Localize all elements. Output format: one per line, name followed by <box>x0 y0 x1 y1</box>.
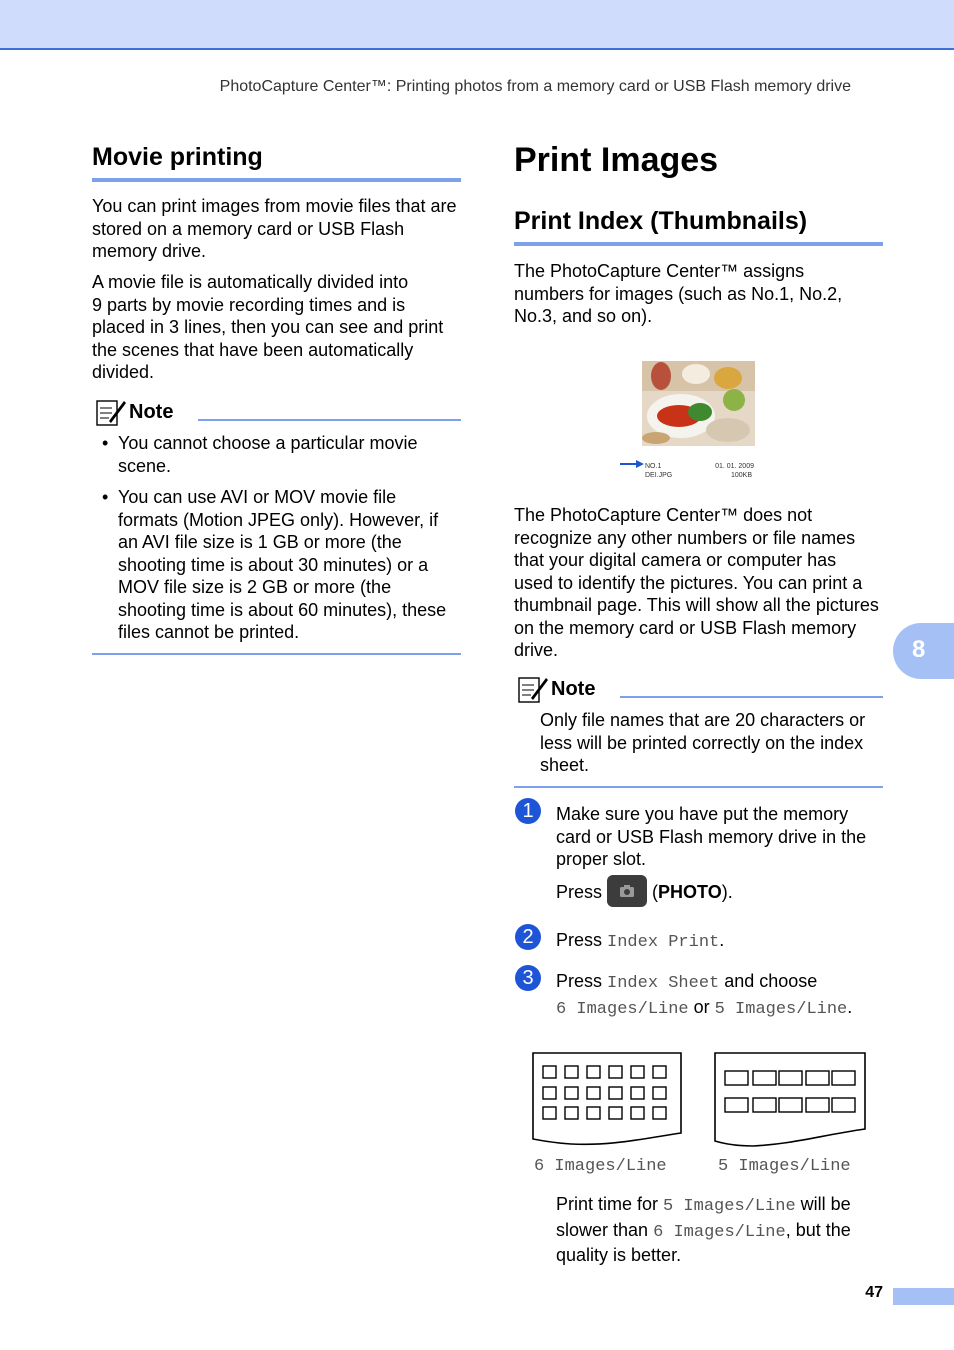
sheet-6-label: 6 Images/Line <box>534 1157 667 1176</box>
section-title-movie-printing: Movie printing <box>92 143 263 171</box>
step-1-text: Make sure you have put the memory card or USB Flash memory drive in the proper slot. <box>556 804 867 869</box>
note-bullet-1: • You cannot choose a particular movie scene. <box>102 433 418 476</box>
note-rule-2 <box>620 696 883 698</box>
note-label: Note <box>551 677 596 700</box>
note-bullet-2: • You can use AVI or MOV movie file formats (Motion JPEG only). However, if an AVI file size is 1 GB or more (the shooting time is about 30 minutes) or a MOV file size is 2 GB or more (the shooting time is about 60 minutes), these files cannot be printed. <box>102 487 447 642</box>
step-2-number: 2 <box>515 924 541 950</box>
thumb-no: NO.1 <box>645 463 662 470</box>
note-label: Note <box>129 400 174 423</box>
page-number-bar <box>893 1288 954 1305</box>
note-rule <box>198 419 461 421</box>
movie-para-1: You can print images from movie files that are stored on a memory card or USB Flash memory drive. <box>92 196 457 261</box>
step-3-number: 3 <box>515 965 541 991</box>
index-para-1: The PhotoCapture Center™ assigns numbers for images (such as No.1, No.2, No.3, and so on). <box>514 261 843 326</box>
photo-button-icon <box>607 875 647 907</box>
top-band <box>0 0 954 50</box>
sheet-5-label: 5 Images/Line <box>718 1157 851 1176</box>
index-para-2: The PhotoCapture Center™ does not recognize any other numbers or file names that your digital camera or computer has used to identify the pictures. You can print a thumbnail page. This will show all the pictures on the memory card or USB Flash memory drive. <box>514 505 879 660</box>
chapter-tab <box>893 623 954 679</box>
page-title: Print Images <box>514 141 719 179</box>
note-header <box>95 397 173 427</box>
page-number: 47 <box>865 1284 883 1301</box>
subtitle-rule <box>514 242 883 246</box>
step-2-text: Press Index Print. <box>556 930 725 952</box>
print-time-note: Print time for 5 Images/Line will be slower than 6 Images/Line, but the quality is better. <box>556 1194 851 1265</box>
thumb-file: DEI.JPG <box>645 472 673 479</box>
running-header: PhotoCapture Center™: Printing photos from a memory card or USB Flash memory drive <box>219 78 851 95</box>
step-3-text: Press Index Sheet and choose 6 Images/Line or 5 Images/Line. <box>556 971 853 1019</box>
step-1-number: 1 <box>515 798 541 824</box>
thumbnail-illustration <box>616 358 761 484</box>
step-1-press: Press (PHOTO). <box>556 876 896 909</box>
thumb-size: 100KB <box>730 472 752 479</box>
note-end-rule-2 <box>514 786 883 788</box>
note-text-2: Only file names that are 20 characters or less will be printed correctly on the index sheet. <box>540 710 866 775</box>
note-end-rule <box>92 653 461 655</box>
section-title-print-index: Print Index (Thumbnails) <box>514 207 808 235</box>
movie-para-2: A movie file is automatically divided into 9 parts by movie recording times and is placed in 3 lines, then you can see and print the scenes that have been automatically divided. <box>92 272 444 382</box>
note-pencil-icon <box>517 674 549 704</box>
sheet-6-images-illustration <box>531 1051 685 1151</box>
note-pencil-icon <box>95 397 127 427</box>
title-rule <box>92 178 461 182</box>
note-header-2 <box>517 674 595 704</box>
chapter-number: 8 <box>912 636 926 663</box>
sheet-5-images-illustration <box>713 1051 869 1151</box>
thumb-date: 01. 01. 2009 <box>715 463 754 470</box>
